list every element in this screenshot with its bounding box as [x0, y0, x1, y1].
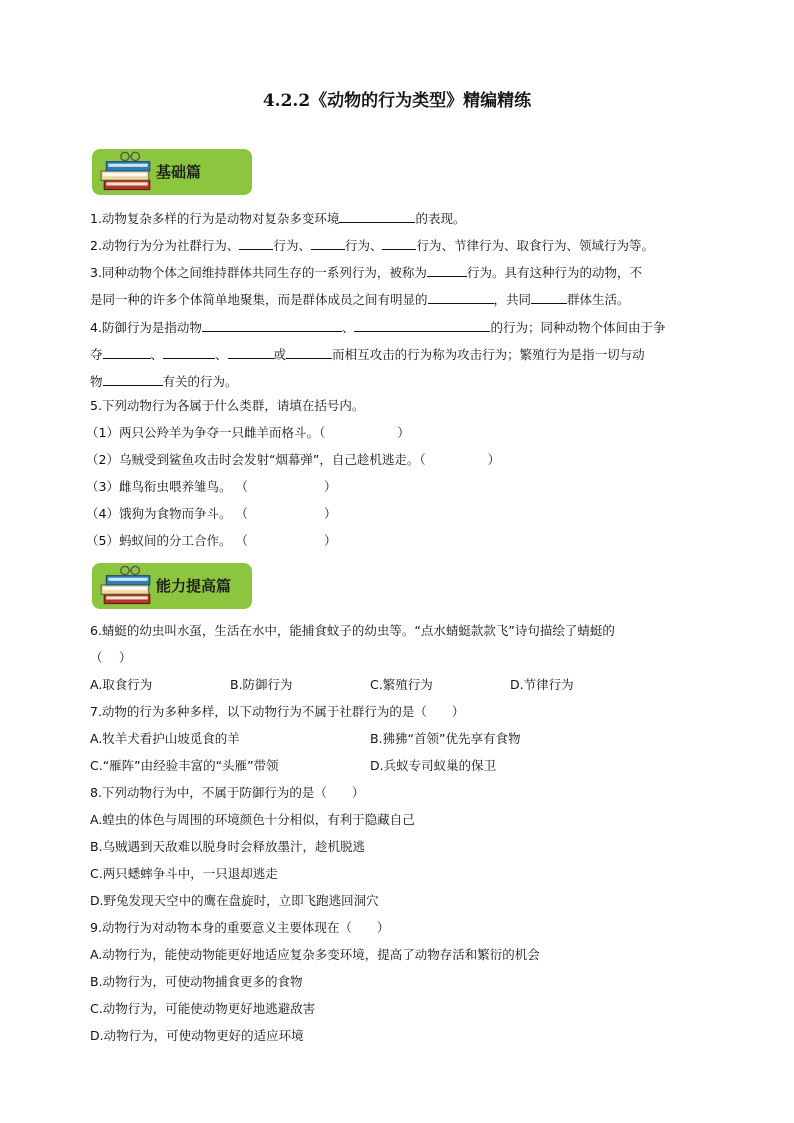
- section-label-advanced: 能力提高篇: [156, 577, 232, 595]
- question-9-option-b: B.动物行为，可使动物捕食更多的食物: [90, 974, 303, 989]
- question-4-line-1: 4.防御行为是指动物 、 的行为；同种动物个体间由于争: [90, 320, 666, 335]
- question-2: 2.动物行为分为社群行为、 行为、 行为、 行为、节律行为、取食行为、领域行为等。: [90, 238, 654, 253]
- question-6-paren: （ ）: [90, 650, 132, 665]
- blank: [354, 318, 490, 332]
- section-label-basic: 基础篇: [156, 163, 202, 181]
- books-icon: [98, 563, 156, 609]
- question-5-item-2: （2）乌贼受到鲨鱼攻击时会发射“烟幕弹”，自己趁机逃走。（ ）: [86, 452, 501, 467]
- page-title: 4.2.2《动物的行为类型》精编精练: [262, 91, 532, 111]
- question-4-line-3: 物 有关的行为。: [90, 374, 238, 389]
- question-4-line-2: 夺 、 、 或 而相互攻击的行为称为攻击行为；繁殖行为是指一切与动: [90, 347, 645, 362]
- question-1: 1.动物复杂多样的行为是动物对复杂多变环境 的表现。: [90, 211, 466, 226]
- question-7-stem: 7.动物的行为多种多样，以下动物行为不属于社群行为的是（ ）: [90, 704, 465, 719]
- question-5-item-4: （4）饿狗为食物而争斗。 （ ）: [86, 506, 337, 521]
- question-5-stem: 5.下列动物行为各属于什么类群，请填在括号内。: [90, 398, 365, 413]
- question-6-option-d: D.节律行为: [510, 677, 574, 692]
- books-icon: [98, 149, 156, 195]
- blank: [382, 236, 416, 250]
- question-5-item-5: （5）蚂蚁间的分工合作。 （ ）: [86, 533, 337, 548]
- blank: [427, 263, 467, 277]
- question-7-option-a: A.牧羊犬看护山坡觅食的羊: [90, 731, 240, 746]
- section-banner-advanced: [92, 563, 252, 609]
- question-3-line-2: 是同一种的许多个体简单地聚集，而是群体成员之间有明显的 ，共同 群体生活。: [90, 292, 630, 307]
- blank: [531, 290, 567, 304]
- blank: [339, 209, 415, 223]
- question-9-option-d: D.动物行为，可使动物更好的适应环境: [90, 1028, 304, 1043]
- blank: [428, 290, 494, 304]
- question-9-option-a: A.动物行为，能使动物能更好地适应复杂多变环境，提高了动物存活和繁衍的机会: [90, 947, 540, 962]
- blank: [163, 345, 215, 359]
- question-8-option-a: A.蝗虫的体色与周围的环境颜色十分相似，有利于隐藏自己: [90, 812, 415, 827]
- blank: [228, 345, 274, 359]
- question-9-stem: 9.动物行为对动物本身的重要意义主要体现在（ ）: [90, 920, 390, 935]
- question-5-item-1: （1）两只公羚羊为争夺一只雌羊而格斗。（ ）: [86, 425, 410, 440]
- question-8-option-b: B.乌贼遇到天敌难以脱身时会释放墨汁，趁机脱逃: [90, 839, 366, 854]
- blank: [239, 236, 273, 250]
- question-8-option-d: D.野兔发现天空中的鹰在盘旋时，立即飞跑逃回洞穴: [90, 893, 379, 908]
- question-6-option-a: A.取食行为: [90, 677, 153, 692]
- question-6-option-b: B.防御行为: [230, 677, 293, 692]
- blank: [311, 236, 345, 250]
- question-7-option-b: B.狒狒“首领”优先享有食物: [370, 731, 521, 746]
- question-5-item-3: （3）雌鸟衔虫喂养雏鸟。 （ ）: [86, 479, 337, 494]
- question-6-option-c: C.繁殖行为: [370, 677, 433, 692]
- question-8-option-c: C.两只蟋蟀争斗中，一只退却逃走: [90, 866, 278, 881]
- question-9-option-c: C.动物行为，可能使动物更好地逃避敌害: [90, 1001, 316, 1016]
- section-banner-basic: [92, 149, 252, 195]
- blank: [103, 345, 151, 359]
- blank: [286, 345, 332, 359]
- blank: [103, 372, 163, 386]
- question-7-option-c: C.“雁阵”由经验丰富的“头雁”带领: [90, 758, 279, 773]
- blank: [202, 318, 342, 332]
- question-6-stem: 6.蜻蜓的幼虫叫水虿，生活在水中，能捕食蚊子的幼虫等。“点水蜻蜓款款飞”诗句描绘了蜻蜓的: [90, 623, 615, 638]
- question-8-stem: 8.下列动物行为中，不属于防御行为的是（ ）: [90, 785, 365, 800]
- question-3-line-1: 3.同种动物个体之间维持群体共同生存的一系列行为，被称为 行为。具有这种行为的动物，不: [90, 265, 642, 280]
- question-7-option-d: D.兵蚁专司蚁巢的保卫: [370, 758, 497, 773]
